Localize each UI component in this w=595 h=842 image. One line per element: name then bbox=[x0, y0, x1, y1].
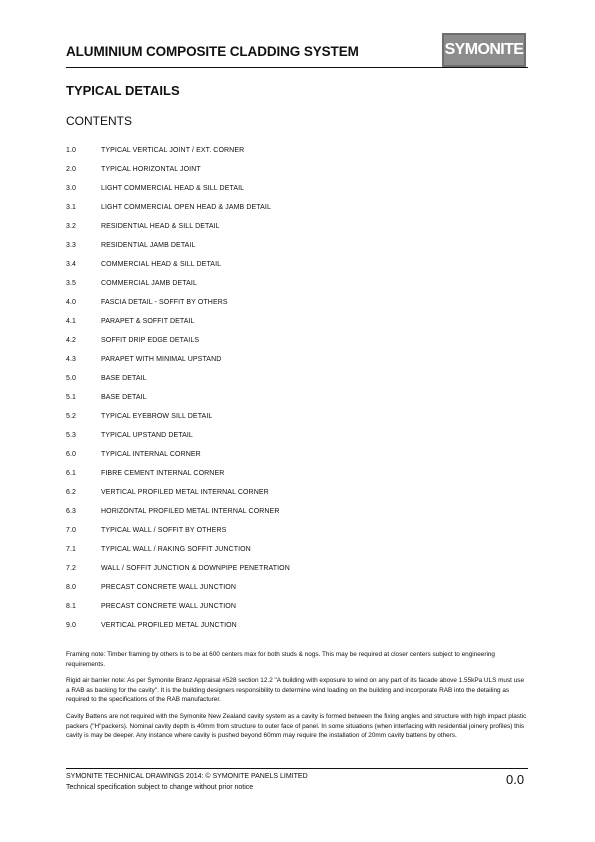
toc-entry-title: WALL / SOFFIT JUNCTION & DOWNPIPE PENETRATION bbox=[101, 565, 290, 572]
toc-entry bbox=[66, 597, 526, 616]
toc-entry-number: 4.3 bbox=[66, 356, 77, 363]
contents-heading: CONTENTS bbox=[66, 114, 132, 128]
toc-entry bbox=[66, 331, 526, 350]
toc-entry-number: 2.0 bbox=[66, 166, 77, 173]
footer-disclaimer: Technical specification subject to change without prior notice bbox=[66, 784, 254, 791]
toc-entry-title: PRECAST CONCRETE WALL JUNCTION bbox=[101, 584, 236, 591]
toc-entry-number: 5.1 bbox=[66, 394, 77, 401]
toc-entry bbox=[66, 369, 526, 388]
toc-entry-title: PARAPET WITH MINIMAL UPSTAND bbox=[101, 356, 222, 363]
toc-entry-number: 5.0 bbox=[66, 375, 77, 382]
toc-entry-title: PARAPET & SOFFIT DETAIL bbox=[101, 318, 195, 325]
table-of-contents bbox=[66, 141, 526, 635]
toc-entry bbox=[66, 274, 526, 293]
toc-entry-number: 8.0 bbox=[66, 584, 77, 591]
logo-text: SYMONITE bbox=[444, 41, 524, 58]
toc-entry-number: 6.3 bbox=[66, 508, 77, 515]
toc-entry bbox=[66, 540, 526, 559]
toc-entry-number: 6.1 bbox=[66, 470, 77, 477]
toc-entry-number: 3.4 bbox=[66, 261, 77, 268]
toc-entry bbox=[66, 445, 526, 464]
toc-entry-number: 7.1 bbox=[66, 546, 77, 553]
notes-section bbox=[66, 650, 528, 748]
toc-entry-title: PRECAST CONCRETE WALL JUNCTION bbox=[101, 603, 236, 610]
page-number: 0.0 bbox=[506, 772, 525, 787]
toc-entry-title: FIBRE CEMENT INTERNAL CORNER bbox=[101, 470, 225, 477]
toc-entry bbox=[66, 578, 526, 597]
toc-entry-title: TYPICAL VERTICAL JOINT / EXT. CORNER bbox=[101, 147, 245, 154]
toc-entry-number: 6.2 bbox=[66, 489, 77, 496]
toc-entry-number: 5.2 bbox=[66, 413, 77, 420]
toc-entry-title: TYPICAL WALL / RAKING SOFFIT JUNCTION bbox=[101, 546, 251, 553]
toc-entry bbox=[66, 141, 526, 160]
symonite-logo bbox=[442, 33, 526, 67]
toc-entry-title: BASE DETAIL bbox=[101, 394, 147, 401]
toc-entry bbox=[66, 160, 526, 179]
toc-entry-number: 7.2 bbox=[66, 565, 77, 572]
toc-entry-number: 3.1 bbox=[66, 204, 77, 211]
toc-entry-number: 3.5 bbox=[66, 280, 77, 287]
footer-copyright: SYMONITE TECHNICAL DRAWINGS 2014: © SYMONITE PANELS LIMITED bbox=[66, 773, 308, 780]
toc-entry-number: 8.1 bbox=[66, 603, 77, 610]
toc-entry-number: 3.2 bbox=[66, 223, 77, 230]
toc-entry-title: VERTICAL PROFILED METAL INTERNAL CORNER bbox=[101, 489, 269, 496]
toc-entry-title: LIGHT COMMERCIAL HEAD & SILL DETAIL bbox=[101, 185, 245, 192]
toc-entry-title: LIGHT COMMERCIAL OPEN HEAD & JAMB DETAIL bbox=[101, 204, 271, 211]
rigid-air-barrier-note: Rigid air barrier note: As per Symonite Branz Appraisal #528 section 12.2 "A building with exposure to wind on any part of its facade above 1.55kPa ULS must use a RAB as backing for the cavity". It is the building designers responsibility to determine wind loading on the building and incorporate RAB into the detailing as required to the specifications of the RAB manufacturer. bbox=[66, 677, 525, 704]
toc-entry bbox=[66, 293, 526, 312]
footer-divider bbox=[66, 768, 528, 769]
toc-entry-number: 9.0 bbox=[66, 622, 77, 629]
toc-entry bbox=[66, 255, 526, 274]
toc-entry-title: FASCIA DETAIL - SOFFIT BY OTHERS bbox=[101, 299, 228, 306]
document-title: ALUMINIUM COMPOSITE CLADDING SYSTEM bbox=[66, 44, 359, 59]
toc-entry bbox=[66, 483, 526, 502]
toc-entry-number: 6.0 bbox=[66, 451, 77, 458]
toc-entry-title: VERTICAL PROFILED METAL JUNCTION bbox=[101, 622, 237, 629]
toc-entry-number: 5.3 bbox=[66, 432, 77, 439]
toc-entry-title: TYPICAL HORIZONTAL JOINT bbox=[101, 166, 201, 173]
toc-entry bbox=[66, 559, 526, 578]
toc-entry-title: SOFFIT DRIP EDGE DETAILS bbox=[101, 337, 200, 344]
header-divider bbox=[66, 67, 528, 68]
toc-entry bbox=[66, 236, 526, 255]
toc-entry bbox=[66, 521, 526, 540]
toc-entry bbox=[66, 350, 526, 369]
toc-entry-number: 3.3 bbox=[66, 242, 77, 249]
toc-entry bbox=[66, 464, 526, 483]
toc-entry bbox=[66, 407, 526, 426]
toc-entry bbox=[66, 198, 526, 217]
section-title: TYPICAL DETAILS bbox=[66, 83, 180, 98]
toc-entry-number: 1.0 bbox=[66, 147, 77, 154]
toc-entry-number: 4.1 bbox=[66, 318, 77, 325]
toc-entry-number: 7.0 bbox=[66, 527, 77, 534]
toc-entry-number: 4.0 bbox=[66, 299, 77, 306]
toc-entry-title: TYPICAL EYEBROW SILL DETAIL bbox=[101, 413, 213, 420]
toc-entry-title: RESIDENTIAL JAMB DETAIL bbox=[101, 242, 196, 249]
toc-entry bbox=[66, 388, 526, 407]
toc-entry bbox=[66, 217, 526, 236]
framing-note: Framing note: Timber framing by others is to be at 600 centers max for both studs & nogs. This may be required at closer centers subject to engineering requirements. bbox=[66, 651, 495, 668]
toc-entry-title: TYPICAL INTERNAL CORNER bbox=[101, 451, 201, 458]
toc-entry-title: COMMERCIAL HEAD & SILL DETAIL bbox=[101, 261, 222, 268]
toc-entry bbox=[66, 502, 526, 521]
toc-entry bbox=[66, 616, 526, 635]
toc-entry bbox=[66, 179, 526, 198]
toc-entry-number: 4.2 bbox=[66, 337, 77, 344]
toc-entry-title: RESIDENTIAL HEAD & SILL DETAIL bbox=[101, 223, 220, 230]
toc-entry-title: HORIZONTAL PROFILED METAL INTERNAL CORNER bbox=[101, 508, 280, 515]
toc-entry-title: TYPICAL UPSTAND DETAIL bbox=[101, 432, 193, 439]
toc-entry bbox=[66, 312, 526, 331]
toc-entry-number: 3.0 bbox=[66, 185, 77, 192]
toc-entry bbox=[66, 426, 526, 445]
cavity-battens-note: Cavity Battens are not required with the Symonite New Zealand cavity system as a cavity is formed between the fixing angles and structure with high impact plastic packers ("H"packers). Nominal cavity depth is 40mm from structure to outer face of panel. In some situations (when interfacing with residential joinery profiles) this cavity is may be deeper. Any instance where cavity is pushed beyond 60mm may require the installation of 20mm cavity battens by others. bbox=[66, 712, 527, 740]
toc-entry-title: BASE DETAIL bbox=[101, 375, 147, 382]
toc-entry-title: COMMERCIAL JAMB DETAIL bbox=[101, 280, 197, 287]
toc-entry-title: TYPICAL WALL / SOFFIT BY OTHERS bbox=[101, 527, 227, 534]
